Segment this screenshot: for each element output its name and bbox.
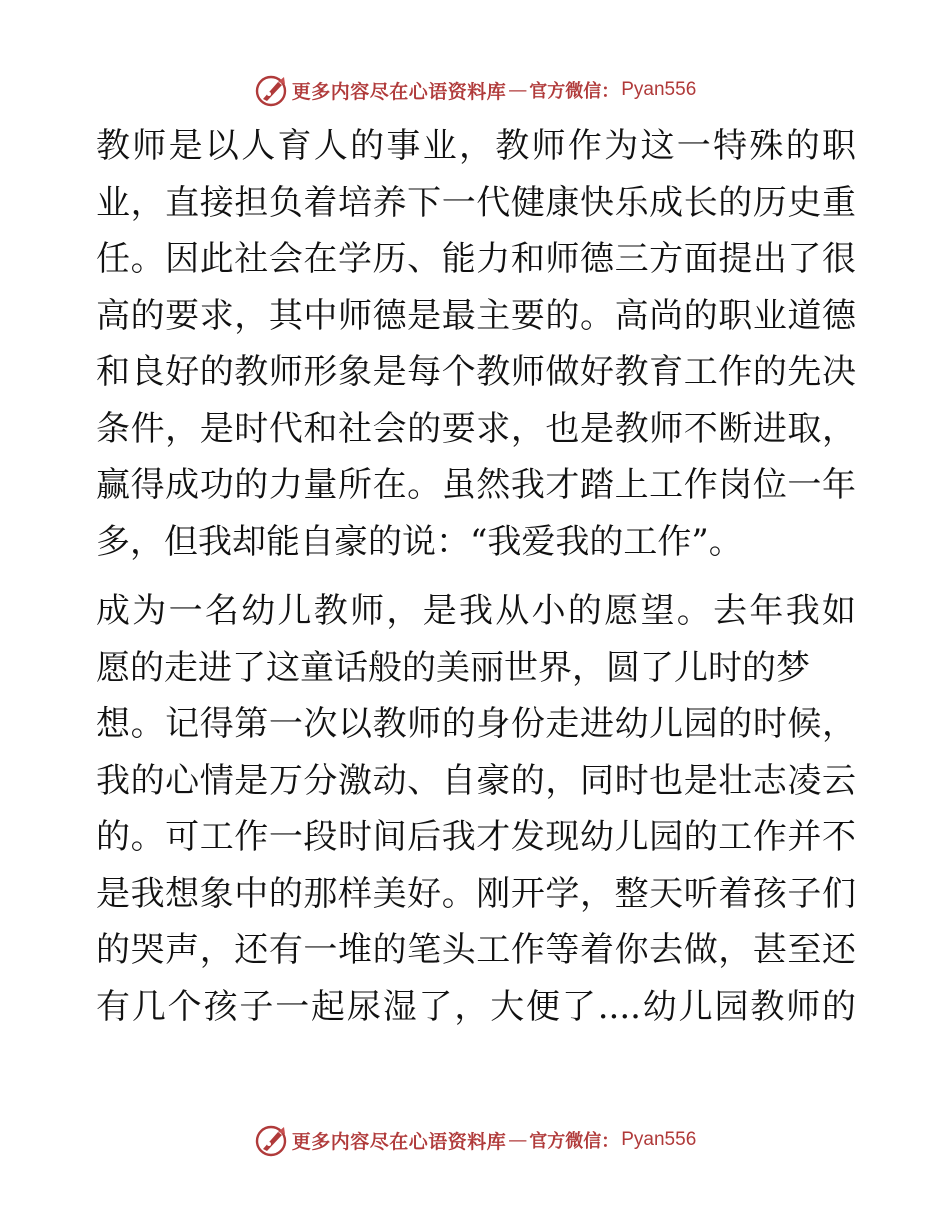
footer-site-text: 更多内容尽在心语资料库 — [291, 1130, 507, 1153]
header-dash: — — [508, 79, 528, 101]
header-site-text: 更多内容尽在心语资料库 — [291, 80, 507, 103]
text-line: 的。可工作一段时间后我才发现幼儿园的工作并不 — [96, 817, 856, 857]
text-line: 赢得成功的力量所在。虽然我才踏上工作岗位一年 — [96, 465, 856, 505]
text-line: 条件，是时代和社会的要求，也是教师不断进取， — [96, 408, 856, 449]
text-line: 业，直接担负着培养下一代健康快乐成长的历史重 — [96, 182, 856, 223]
footer-dash: — — [508, 1129, 528, 1151]
document-body — [96, 118, 856, 1035]
footer-banner — [0, 1120, 950, 1160]
footer-wechat-label: 官方微信： — [529, 1131, 620, 1152]
text-line: 任。因此社会在学历、能力和师德三方面提出了很 — [96, 239, 856, 279]
header-wechat-label: 官方微信： — [529, 81, 620, 102]
text-line: 多，但我却能自豪的说：“我爱我的工作”。 — [96, 521, 743, 562]
pen-nib-icon — [254, 73, 288, 107]
text-line: 成为一名幼儿教师，是我从小的愿望。去年我如 — [96, 591, 856, 631]
header-banner — [0, 70, 950, 110]
paragraph — [96, 583, 856, 1035]
paragraph — [96, 118, 856, 570]
text-line: 有几个孩子一起尿湿了，大便了....幼儿园教师的 — [96, 986, 856, 1027]
pen-nib-icon — [254, 1123, 288, 1157]
text-line: 是我想象中的那样美好。刚开学，整天听着孩子们 — [96, 873, 856, 914]
text-line: 高的要求，其中师德是最主要的。高尚的职业道德 — [96, 295, 856, 336]
text-line: 和良好的教师形象是每个教师做好教育工作的先决 — [96, 352, 856, 392]
text-line: 想。记得第一次以教师的身份走进幼儿园的时候， — [96, 704, 856, 744]
text-line: 教师是以人育人的事业，教师作为这一特殊的职 — [96, 126, 856, 166]
footer-wechat-id: Pyan556 — [621, 1129, 697, 1150]
text-line: 愿的走进了这童话般的美丽世界，圆了儿时的梦 — [96, 647, 810, 688]
header-wechat-id: Pyan556 — [621, 79, 697, 100]
text-line: 的哭声，还有一堆的笔头工作等着你去做，甚至还 — [96, 930, 856, 970]
text-line: 我的心情是万分激动、自豪的，同时也是壮志凌云 — [96, 760, 856, 801]
